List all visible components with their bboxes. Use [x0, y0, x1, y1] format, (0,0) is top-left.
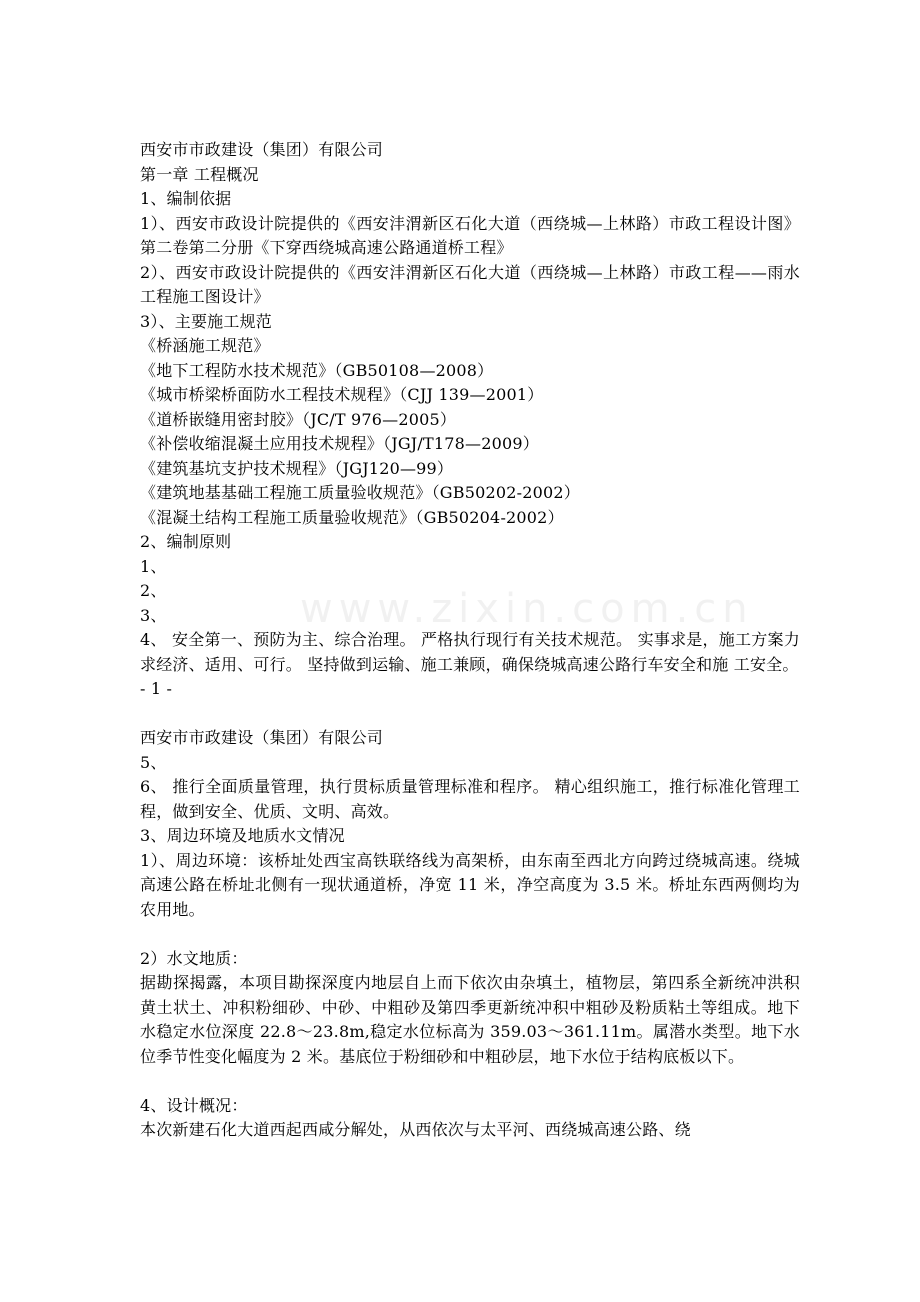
- hydrology-paragraph: 据勘探揭露，本项目勘探深度内地层自上而下依次由杂填土，植物层，第四系全新统冲洪积黄土状土、冲积粉细砂、中砂、中粗砂及第四季更新统冲积中粗砂及粉质粘土等组成。地下水稳定水位深度 22.8～23.8m,稳定水位标高为 359.03～361.11m。属潜水类型。地下水位季节性变化幅度为 2 米。基底位于粉细砂和中粗砂层，地下水位于结构底板以下。: [140, 973, 800, 1066]
- subsection-heading: 2）水文地质：: [140, 948, 248, 968]
- spec-item: 《道桥嵌缝用密封胶》（JC/T 976—2005）: [140, 409, 457, 429]
- principle-item: 3、: [140, 605, 167, 625]
- spec-item: 《桥涵施工规范》: [140, 336, 270, 355]
- spec-item: 《地下工程防水技术规范》（GB50108—2008）: [140, 360, 494, 380]
- company-header: 西安市市政建设（集团）有限公司: [140, 728, 384, 747]
- spacer: [140, 1069, 800, 1094]
- spec-item: 《城市桥梁桥面防水工程技术规程》（CJJ 139—2001）: [140, 385, 544, 404]
- principle-item: 4、 安全第一、预防为主、综合治理。 严格执行现行有关技术规范。 实事求是，施工方案力求经济、适用、可行。 坚持做到运输、施工兼顾，确保绕城高速公路行车安全和施 工安全。: [140, 630, 800, 674]
- document-body: [140, 138, 800, 1143]
- spec-item: 《建筑地基基础工程施工质量验收规范》（GB50202-2002）: [140, 483, 580, 502]
- principle-item: 5、: [140, 752, 167, 772]
- spec-item: 《建筑基坑支护技术规程》（JGJ120—99）: [140, 458, 454, 478]
- section-heading: 4、设计概况：: [140, 1095, 248, 1115]
- spacer: [140, 922, 800, 947]
- watermark: www.zixin.com.cn: [300, 586, 754, 632]
- section-heading: 1、编制依据: [140, 189, 232, 208]
- section-heading: 3、周边环境及地质水文情况: [140, 826, 345, 845]
- spec-item: 《混凝土结构工程施工质量验收规范》（GB50204-2002）: [140, 507, 564, 527]
- basis-item-2: 2）、西安市政设计院提供的《西安沣渭新区石化大道（西绕城—上林路）市政工程——雨水工程施工图设计》: [140, 262, 800, 306]
- basis-item-1: 1）、西安市政设计院提供的《西安沣渭新区石化大道（西绕城—上林路）市政工程设计图》第二卷第二分册《下穿西绕城高速公路通道桥工程》: [140, 213, 800, 257]
- chapter-title: 第一章 工程概况: [140, 164, 259, 184]
- design-paragraph: 本次新建石化大道西起西咸分解处，从西依次与太平河、西绕城高速公路、绕: [140, 1120, 691, 1139]
- principle-item: 6、 推行全面质量管理，执行贯标质量管理标准和程序。 精心组织施工，推行标准化管理工程，做到安全、优质、文明、高效。: [140, 777, 800, 821]
- page-number: - 1 -: [140, 679, 173, 698]
- principle-item: 2、: [140, 581, 167, 600]
- principle-item: 1、: [140, 556, 167, 576]
- environment-paragraph: 1）、周边环境：该桥址处西宝高铁联络线为高架桥，由东南至西北方向跨过绕城高速。绕城高速公路在桥址北侧有一现状通道桥，净宽 11 米，净空高度为 3.5 米。桥址东西两侧均为农用地。: [140, 850, 800, 919]
- spec-item: 《补偿收缩混凝土应用技术规程》（JGJ/T178—2009）: [140, 434, 539, 453]
- page-break: [140, 702, 800, 727]
- section-heading: 2、编制原则: [140, 532, 232, 551]
- company-header: 西安市市政建设（集团）有限公司: [140, 140, 384, 159]
- basis-item-3: 3）、主要施工规范: [140, 311, 272, 331]
